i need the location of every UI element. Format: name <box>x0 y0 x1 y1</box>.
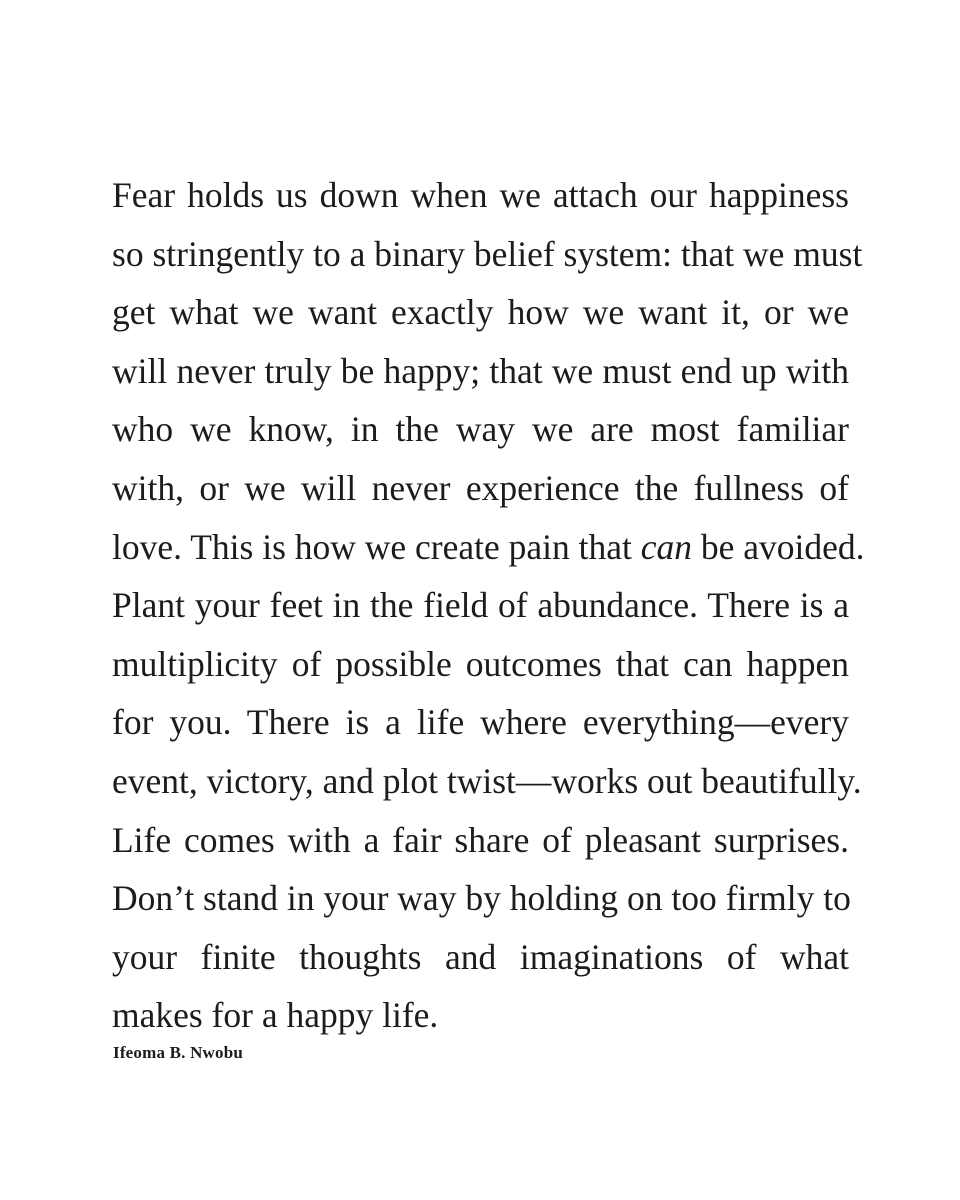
quote-line <box>112 869 849 928</box>
quote-line <box>112 518 865 577</box>
line-segment: who we know, in the way we are most familiar <box>112 409 849 450</box>
quote-line <box>112 693 849 752</box>
line-segment: Don’t stand in your way by holding on too firmly to <box>112 878 851 919</box>
line-segment: will never truly be happy; that we must end up with <box>112 350 849 391</box>
author-name: Ifeoma B. Nwobu <box>113 1043 244 1062</box>
quote-line <box>112 986 849 1045</box>
line-segment: makes for a happy life. <box>112 995 439 1036</box>
quote-text <box>112 166 865 1045</box>
line-segment: Plant your feet in the field of abundance. There is a <box>112 585 849 626</box>
emphasis-text: can <box>640 526 693 567</box>
line-segment: love. This is how we create pain that <box>112 526 641 567</box>
quote-line <box>112 576 849 635</box>
line-segment: multiplicity of possible outcomes that can happen <box>112 643 849 684</box>
quote-line <box>112 928 849 987</box>
line-segment: event, victory, and plot twist—works out beautifully. <box>112 760 862 801</box>
quote-line <box>112 225 863 284</box>
line-segment: Life comes with a fair share of pleasant surprises. <box>112 819 849 860</box>
line-segment: with, or we will never experience the fullness of <box>112 467 849 508</box>
quote-line <box>112 400 849 459</box>
line-segment: be avoided. <box>692 526 865 567</box>
line-segment: your finite thoughts and imaginations of what <box>112 936 849 977</box>
line-segment: so stringently to a binary belief system: that we must <box>112 233 863 274</box>
quote-line <box>112 635 849 694</box>
quote-line <box>112 166 849 225</box>
quote-line <box>112 283 849 342</box>
line-segment: for you. There is a life where everything—every <box>112 702 849 743</box>
quote-line <box>112 752 862 811</box>
line-segment: Fear holds us down when we attach our happiness <box>112 175 849 215</box>
quote-line <box>112 459 849 518</box>
quote-line <box>112 811 849 870</box>
quote-line <box>112 342 849 401</box>
line-segment: get what we want exactly how we want it, or we <box>112 292 849 333</box>
